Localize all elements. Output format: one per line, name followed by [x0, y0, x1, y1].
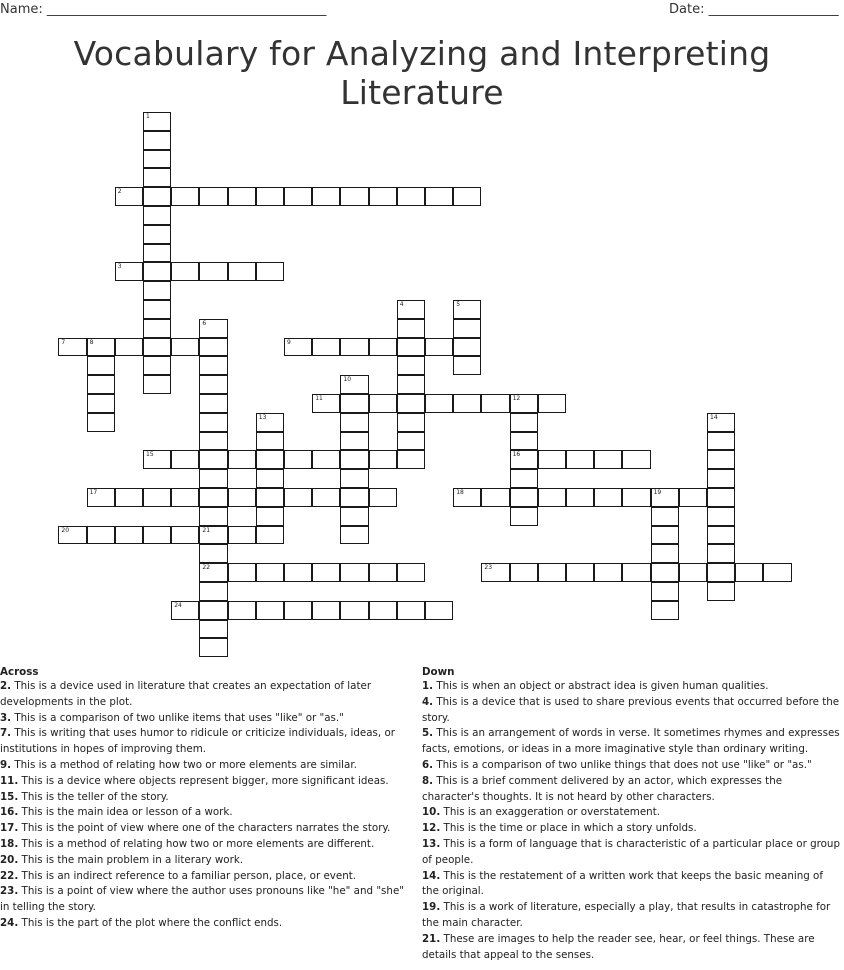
grid-cell[interactable]	[453, 394, 481, 413]
grid-cell[interactable]	[340, 187, 368, 206]
across-clue	[0, 758, 412, 774]
grid-cell[interactable]	[143, 356, 171, 375]
grid-cell[interactable]	[228, 601, 256, 620]
grid-cell[interactable]	[199, 262, 227, 281]
grid-cell[interactable]	[58, 526, 86, 545]
grid-cell[interactable]	[538, 563, 566, 582]
clue-text: This is a form of language that is characteristic of a particular place or group of people.	[422, 837, 840, 866]
grid-cell[interactable]	[115, 262, 143, 281]
grid-cell[interactable]	[397, 338, 425, 357]
clue-number: 3	[117, 263, 122, 271]
down-clue	[422, 726, 840, 758]
clue-text: This is a method of relating how two or more elements are different.	[21, 837, 375, 850]
grid-cell[interactable]	[340, 563, 368, 582]
clue-text: This is the time or place in which a story unfolds.	[443, 822, 697, 835]
grid-cell[interactable]	[312, 450, 340, 469]
clue-number: 13	[258, 413, 267, 421]
grid-cell[interactable]	[707, 469, 735, 488]
clue-num: 17.	[0, 822, 19, 835]
page-title: Vocabulary for Analyzing and Interpreting Literature	[73, 34, 771, 112]
grid-cell[interactable]	[481, 394, 509, 413]
grid-cell[interactable]	[397, 394, 425, 413]
clue-number: 15	[146, 451, 154, 459]
grid-cell[interactable]	[228, 563, 256, 582]
grid-cell[interactable]	[199, 582, 227, 601]
clue-num: 14.	[422, 869, 441, 882]
grid-cell[interactable]	[651, 563, 679, 582]
grid-cell[interactable]	[199, 620, 227, 639]
down-clue	[422, 837, 840, 869]
grid-cell[interactable]	[594, 450, 622, 469]
down-clue	[422, 679, 840, 695]
grid-cell[interactable]	[171, 526, 199, 545]
grid-cell[interactable]	[312, 563, 340, 582]
grid-cell[interactable]	[199, 394, 227, 413]
grid-cell[interactable]	[312, 338, 340, 357]
clue-text: This is the teller of the story.	[21, 790, 169, 803]
grid-cell[interactable]	[369, 338, 397, 357]
grid-cell[interactable]	[594, 488, 622, 507]
clue-text: This is an exaggeration or overstatement.	[443, 806, 661, 819]
grid-cell[interactable]	[199, 187, 227, 206]
clue-num: 18.	[0, 837, 19, 850]
grid-cell[interactable]	[143, 300, 171, 319]
grid-cell[interactable]	[340, 507, 368, 526]
clue-num: 6.	[422, 758, 434, 771]
grid-cell[interactable]	[340, 413, 368, 432]
grid-cell[interactable]	[453, 488, 481, 507]
grid-cell[interactable]	[763, 563, 791, 582]
clue-text: This is when an object or abstract idea is given human qualities.	[436, 680, 769, 692]
down-clue	[422, 805, 840, 821]
grid-cell[interactable]	[199, 526, 227, 545]
grid-cell[interactable]	[228, 187, 256, 206]
grid-cell[interactable]	[143, 262, 171, 281]
grid-cell[interactable]	[143, 112, 171, 131]
grid-cell[interactable]	[510, 469, 538, 488]
across-clue	[0, 884, 412, 916]
grid-cell[interactable]	[707, 582, 735, 601]
grid-cell[interactable]	[679, 563, 707, 582]
grid-cell[interactable]	[171, 187, 199, 206]
grid-cell[interactable]	[510, 413, 538, 432]
clue-number: 10	[343, 376, 352, 384]
grid-cell[interactable]	[369, 563, 397, 582]
grid-cell[interactable]	[87, 394, 115, 413]
across-clue	[0, 837, 412, 853]
grid-cell[interactable]	[538, 488, 566, 507]
grid-cell[interactable]	[510, 488, 538, 507]
down-clue	[422, 821, 840, 837]
clue-num: 4.	[422, 695, 434, 708]
grid-cell[interactable]	[510, 507, 538, 526]
grid-cell[interactable]	[397, 601, 425, 620]
grid-cell[interactable]	[199, 544, 227, 563]
clue-text: This is a work of literature, especially a play, that results in catastrophe for the main character.	[422, 901, 831, 929]
grid-cell[interactable]	[284, 488, 312, 507]
grid-cell[interactable]	[256, 563, 284, 582]
across-clue-list	[0, 679, 412, 932]
grid-cell[interactable]	[340, 394, 368, 413]
clue-text: This is a point of view where the author uses pronouns like "he" and "she" in telling the story.	[0, 885, 405, 914]
grid-cell[interactable]	[256, 488, 284, 507]
grid-cell[interactable]	[143, 206, 171, 225]
clue-number: 9	[287, 338, 291, 346]
grid-cell[interactable]	[707, 413, 735, 432]
clue-num: 8.	[422, 774, 434, 787]
down-clue-list	[422, 679, 840, 963]
grid-cell[interactable]	[143, 526, 171, 545]
grid-cell[interactable]	[284, 601, 312, 620]
across-heading: Across	[0, 666, 39, 678]
grid-cell[interactable]	[171, 338, 199, 357]
grid-cell[interactable]	[340, 450, 368, 469]
grid-cell[interactable]	[143, 319, 171, 338]
grid-cell[interactable]	[143, 244, 171, 263]
down-clue	[422, 869, 840, 901]
grid-cell[interactable]	[453, 187, 481, 206]
grid-cell[interactable]	[312, 488, 340, 507]
down-clue	[422, 695, 840, 727]
grid-cell[interactable]	[87, 526, 115, 545]
grid-cell[interactable]	[510, 394, 538, 413]
grid-cell[interactable]	[199, 601, 227, 620]
grid-cell[interactable]	[171, 450, 199, 469]
grid-cell[interactable]	[481, 563, 509, 582]
clue-number: 5	[456, 301, 461, 308]
grid-cell[interactable]	[143, 450, 171, 469]
grid-cell[interactable]	[143, 281, 171, 300]
grid-cell[interactable]	[115, 488, 143, 507]
grid-cell[interactable]	[707, 507, 735, 526]
grid-cell[interactable]	[707, 526, 735, 545]
grid-cell[interactable]	[594, 563, 622, 582]
grid-cell[interactable]	[538, 450, 566, 469]
clue-num: 3.	[0, 711, 12, 724]
clue-number: 4	[399, 301, 404, 308]
grid-cell[interactable]	[228, 526, 256, 545]
grid-cell[interactable]	[256, 469, 284, 488]
grid-cell[interactable]	[143, 131, 171, 150]
clue-num: 10.	[422, 806, 441, 819]
clue-number: 17	[89, 489, 98, 496]
grid-cell[interactable]	[510, 432, 538, 451]
grid-cell[interactable]	[199, 507, 227, 526]
grid-cell[interactable]	[87, 375, 115, 394]
name-field-label: Name: ___________________________________________	[0, 2, 327, 17]
grid-cell[interactable]	[679, 488, 707, 507]
clue-text: This is the main problem in a literary work.	[21, 853, 244, 866]
grid-cell[interactable]	[171, 601, 199, 620]
grid-cell[interactable]	[115, 338, 143, 357]
grid-cell[interactable]	[284, 563, 312, 582]
grid-cell[interactable]	[453, 319, 481, 338]
grid-cell[interactable]	[312, 187, 340, 206]
clue-text: This is a comparison of two unlike things that does not use "like" or "as."	[436, 758, 812, 771]
grid-cell[interactable]	[369, 488, 397, 507]
grid-cell[interactable]	[256, 432, 284, 451]
clue-text: This is the restatement of a written work that keeps the basic meaning of the original.	[422, 869, 823, 898]
clue-number: 20	[61, 526, 70, 534]
grid-cell[interactable]	[143, 225, 171, 244]
clue-num: 20.	[0, 853, 19, 866]
clue-num: 12.	[422, 822, 441, 835]
grid-cell[interactable]	[199, 488, 227, 507]
grid-cell[interactable]	[171, 262, 199, 281]
grid-cell[interactable]	[87, 488, 115, 507]
down-heading: Down	[422, 666, 455, 678]
grid-cell[interactable]	[651, 488, 679, 507]
grid-cell[interactable]	[510, 563, 538, 582]
grid-cell[interactable]	[199, 375, 227, 394]
grid-cell[interactable]	[566, 488, 594, 507]
clue-number: 6	[202, 319, 207, 327]
grid-cell[interactable]	[340, 526, 368, 545]
grid-cell[interactable]	[199, 563, 227, 582]
clue-num: 23.	[0, 885, 19, 898]
grid-cell[interactable]	[143, 187, 171, 206]
down-clue	[422, 758, 840, 774]
grid-cell[interactable]	[256, 526, 284, 545]
clue-number: 14	[710, 413, 718, 421]
clue-num: 5.	[422, 727, 434, 740]
clue-num: 9.	[0, 758, 12, 771]
grid-cell[interactable]	[171, 488, 199, 507]
grid-cell[interactable]	[340, 338, 368, 357]
grid-cell[interactable]	[340, 469, 368, 488]
grid-cell[interactable]	[397, 319, 425, 338]
grid-cell[interactable]	[651, 526, 679, 545]
grid-cell[interactable]	[256, 450, 284, 469]
down-clues	[422, 665, 840, 963]
grid-cell[interactable]	[425, 601, 453, 620]
clue-num: 1.	[422, 680, 434, 692]
clue-num: 21.	[422, 932, 441, 945]
grid-cell[interactable]	[199, 413, 227, 432]
grid-cell[interactable]	[397, 563, 425, 582]
grid-cell[interactable]	[397, 356, 425, 375]
grid-cell[interactable]	[87, 356, 115, 375]
grid-cell[interactable]	[199, 432, 227, 451]
grid-cell[interactable]	[199, 638, 227, 657]
grid-cell[interactable]	[622, 488, 650, 507]
clue-num: 2.	[0, 680, 12, 692]
clue-text: This is a method of relating how two or more elements are similar.	[14, 758, 357, 771]
clue-number: 19	[653, 489, 662, 496]
down-clue	[422, 774, 840, 806]
across-clue	[0, 821, 412, 837]
grid-cell[interactable]	[425, 394, 453, 413]
grid-cell[interactable]	[397, 450, 425, 469]
across-clue	[0, 869, 412, 885]
grid-cell[interactable]	[651, 507, 679, 526]
clue-number: 1	[146, 113, 150, 120]
across-clue	[0, 805, 412, 821]
clue-num: 7.	[0, 727, 12, 740]
clue-num: 13.	[422, 837, 441, 850]
grid-cell[interactable]	[707, 488, 735, 507]
grid-cell[interactable]	[199, 356, 227, 375]
grid-cell[interactable]	[538, 394, 566, 413]
clue-num: 22.	[0, 869, 19, 882]
grid-cell[interactable]	[397, 413, 425, 432]
clue-number: 23	[484, 564, 493, 572]
grid-cell[interactable]	[651, 601, 679, 620]
across-clue	[0, 916, 412, 932]
grid-cell[interactable]	[256, 187, 284, 206]
clue-text: These are images to help the reader see, hear, or feel things. These are details that appeal to the senses.	[422, 932, 815, 961]
grid-cell[interactable]	[312, 394, 340, 413]
grid-cell[interactable]	[453, 356, 481, 375]
across-clue	[0, 853, 412, 869]
grid-cell[interactable]	[228, 450, 256, 469]
grid-cell[interactable]	[256, 413, 284, 432]
clue-number: 24	[174, 601, 182, 609]
grid-cell[interactable]	[199, 469, 227, 488]
grid-cell[interactable]	[256, 601, 284, 620]
grid-cell[interactable]	[369, 601, 397, 620]
grid-cell[interactable]	[453, 338, 481, 357]
clue-number: 22	[202, 564, 211, 572]
clue-num: 24.	[0, 916, 19, 929]
across-clue	[0, 790, 412, 806]
grid-cell[interactable]	[566, 563, 594, 582]
grid-cell[interactable]	[199, 319, 227, 338]
down-clue	[422, 932, 840, 964]
grid-cell[interactable]	[425, 338, 453, 357]
clue-num: 15.	[0, 790, 19, 803]
clue-number: 16	[512, 451, 521, 459]
grid-cell[interactable]	[453, 300, 481, 319]
grid-cell[interactable]	[735, 563, 763, 582]
across-clue	[0, 774, 412, 790]
grid-cell[interactable]	[115, 187, 143, 206]
clue-number: 8	[89, 338, 94, 346]
grid-cell[interactable]	[651, 582, 679, 601]
grid-cell[interactable]	[284, 187, 312, 206]
clue-text: This is a brief comment delivered by an actor, which expresses the character's thoughts. It is not heard by other characters.	[422, 774, 783, 803]
grid-cell[interactable]	[397, 187, 425, 206]
clue-text: This is the part of the plot where the conflict ends.	[21, 916, 283, 929]
clue-num: 16.	[0, 806, 19, 819]
grid-cell[interactable]	[115, 526, 143, 545]
grid-cell[interactable]	[143, 168, 171, 187]
clue-number: 2	[117, 188, 122, 196]
grid-cell[interactable]	[87, 413, 115, 432]
grid-cell[interactable]	[340, 601, 368, 620]
grid-cell[interactable]	[143, 150, 171, 169]
grid-cell[interactable]	[256, 507, 284, 526]
grid-cell[interactable]	[481, 488, 509, 507]
grid-cell[interactable]	[312, 601, 340, 620]
clue-text: This is an arrangement of words in verse. It sometimes rhymes and expresses facts, emotions, or ideas in a more imaginative style than ordinary writing.	[422, 727, 840, 756]
clue-text: This is an indirect reference to a familiar person, place, or event.	[21, 869, 357, 882]
grid-cell[interactable]	[143, 375, 171, 394]
grid-cell[interactable]	[369, 187, 397, 206]
grid-cell[interactable]	[369, 394, 397, 413]
grid-cell[interactable]	[199, 450, 227, 469]
clue-number: 7	[61, 338, 66, 346]
grid-cell[interactable]	[397, 300, 425, 319]
clue-text: This is writing that uses humor to ridicule or criticize individuals, ideas, or institutions in hopes of improving them.	[0, 727, 395, 756]
grid-cell[interactable]	[397, 375, 425, 394]
across-clue	[0, 726, 412, 758]
grid-cell[interactable]	[143, 488, 171, 507]
grid-cell[interactable]	[707, 544, 735, 563]
grid-cell[interactable]	[199, 338, 227, 357]
clue-number: 12	[512, 395, 521, 402]
down-clue	[422, 900, 840, 932]
clue-text: This is the main idea or lesson of a work.	[21, 806, 233, 819]
clue-num: 19.	[422, 901, 441, 914]
date-field-label: Date: ____________________	[669, 2, 839, 17]
grid-cell[interactable]	[228, 262, 256, 281]
grid-cell[interactable]	[284, 450, 312, 469]
grid-cell[interactable]	[510, 450, 538, 469]
clue-text: This is a device that is used to share previous events that occurred before the story.	[422, 695, 840, 724]
grid-cell[interactable]	[256, 262, 284, 281]
grid-cell[interactable]	[87, 338, 115, 357]
clue-text: This is a device used in literature that creates an expectation of later developments in the plot.	[0, 680, 372, 708]
grid-cell[interactable]	[397, 432, 425, 451]
clue-text: This is the point of view where one of the characters narrates the story.	[21, 822, 391, 835]
across-clue	[0, 679, 412, 711]
clue-number: 18	[456, 489, 464, 496]
clue-text: This is a device where objects represent bigger, more significant ideas.	[21, 774, 389, 787]
grid-cell[interactable]	[622, 563, 650, 582]
grid-cell[interactable]	[58, 338, 86, 357]
grid-cell[interactable]	[566, 450, 594, 469]
grid-cell[interactable]	[143, 338, 171, 357]
grid-cell[interactable]	[707, 432, 735, 451]
grid-cell[interactable]	[707, 450, 735, 469]
grid-cell[interactable]	[340, 432, 368, 451]
grid-cell[interactable]	[284, 338, 312, 357]
grid-cell[interactable]	[707, 563, 735, 582]
across-clues	[0, 665, 412, 932]
grid-cell[interactable]	[340, 488, 368, 507]
clue-num: 11.	[0, 774, 19, 787]
grid-cell[interactable]	[651, 544, 679, 563]
grid-cell[interactable]	[340, 375, 368, 394]
across-clue	[0, 711, 412, 727]
clue-text: This is a comparison of two unlike items that uses "like" or "as."	[14, 711, 344, 724]
clue-number: 11	[315, 395, 323, 402]
grid-cell[interactable]	[228, 488, 256, 507]
clue-number: 21	[202, 526, 211, 534]
grid-cell[interactable]	[369, 450, 397, 469]
grid-cell[interactable]	[622, 450, 650, 469]
grid-cell[interactable]	[425, 187, 453, 206]
